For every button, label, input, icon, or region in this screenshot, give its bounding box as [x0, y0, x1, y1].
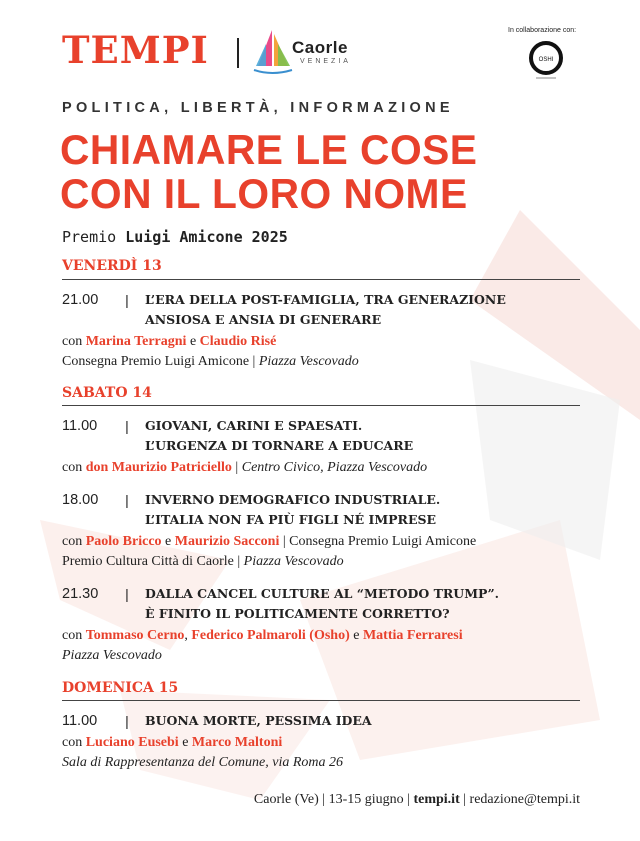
footer-email[interactable]: | redazione@tempi.it [463, 792, 580, 807]
event-note: | Consegna Premio Luigi Amicone [282, 534, 477, 549]
event-speakers: con Marina Terragni e Claudio Risé [62, 334, 277, 349]
event-title [145, 584, 499, 624]
event-title [145, 490, 440, 530]
event-place: Piazza Vescovado [258, 354, 359, 369]
event-separator: | [125, 492, 129, 508]
event-item [62, 416, 582, 478]
event-title-line: ANSIOSA E ANSIA DI GENERARE [145, 312, 382, 327]
event-place: Piazza Vescovado [62, 648, 162, 663]
oshi-logo-icon [524, 38, 568, 82]
divider [62, 405, 580, 406]
event-title [145, 290, 506, 330]
event-separator: | [125, 292, 129, 308]
day-heading-sunday: DOMENICA 15 [62, 680, 179, 696]
speaker-name: Claudio Risé [199, 334, 277, 349]
event-speakers: con Paolo Bricco e Maurizio Sacconi | Consegna Premio Luigi Amicone [62, 534, 477, 549]
event-separator: | [125, 418, 129, 434]
kicker: POLITICA, LIBERTÀ, INFORMAZIONE [62, 100, 454, 116]
event-time: 18.00 [62, 492, 99, 508]
event-time: 11.00 [62, 713, 98, 729]
award-subtitle [62, 228, 288, 246]
speaker-name: don Maurizio Patriciello [85, 460, 232, 475]
speaker-name: Maurizio Sacconi [174, 534, 280, 549]
caorle-logo [252, 26, 372, 78]
event-place: Piazza Vescovado [243, 554, 344, 569]
event-place: Centro Civico, Piazza Vescovado [241, 460, 428, 475]
event-item [62, 490, 582, 572]
day-heading-saturday: SABATO 14 [62, 385, 152, 401]
caorle-sails-icon [252, 26, 294, 78]
event-note: Consegna Premio Luigi Amicone | [62, 354, 256, 369]
title-line-2: CON IL LORO NOME [60, 170, 468, 217]
title-line-1: CHIAMARE LE COSE [60, 126, 478, 173]
event-title [145, 711, 372, 731]
footer-website-link[interactable]: tempi.it [413, 792, 460, 807]
footer-place-dates: Caorle (Ve) | 13-15 giugno | [253, 792, 410, 807]
event-title-line: BUONA MORTE, PESSIMA IDEA [145, 713, 372, 728]
event-time: 21.30 [62, 586, 99, 602]
speaker-name: Marina Terragni [85, 334, 187, 349]
event-speakers: con don Maurizio Patriciello | Centro Civico, Piazza Vescovado [62, 460, 428, 475]
speaker-name: Marco Maltoni [191, 735, 283, 750]
event-title-line: L’URGENZA DI TORNARE A EDUCARE [145, 438, 414, 453]
collaboration-label: In collaborazione con: [508, 27, 577, 34]
award-prefix: Premio [62, 228, 117, 246]
day-heading-friday: VENERDÌ 13 [62, 258, 162, 274]
event-title-line: GIOVANI, CARINI E SPAESATI. [145, 418, 363, 433]
event-title-line: DALLA CANCEL CULTURE AL “METODO TRUMP”. [145, 586, 499, 601]
event-item [62, 290, 582, 372]
divider [62, 279, 580, 280]
speaker-name: Paolo Bricco [85, 534, 162, 549]
event-item [62, 584, 582, 666]
caorle-wordmark: Caorle [292, 38, 348, 57]
event-place: Sala di Rappresentanza del Comune, via Roma 26 [62, 755, 344, 770]
oshi-logo-text: OSHI [538, 57, 554, 63]
caorle-subtitle: VENEZIA [300, 58, 351, 65]
tempi-logo: TEMPI [62, 28, 209, 72]
event-title-line: L’ERA DELLA POST-FAMIGLIA, TRA GENERAZIONE [145, 292, 506, 307]
page-title [60, 128, 477, 216]
divider [62, 700, 580, 701]
event-speakers: con Luciano Eusebi e Marco Maltoni [62, 735, 283, 750]
speaker-name: Mattia Ferraresi [362, 628, 463, 643]
award-name: Luigi Amicone 2025 [125, 228, 288, 246]
speaker-name: Luciano Eusebi [85, 735, 179, 750]
event-title-line: L’ITALIA NON FA PIÙ FIGLI NÉ IMPRESE [145, 512, 437, 527]
header-divider [237, 38, 239, 68]
event-location [62, 552, 582, 572]
event-note: Premio Cultura Città di Caorle | [62, 554, 241, 569]
event-title-line: È FINITO IL POLITICAMENTE CORRETTO? [145, 606, 450, 621]
event-speakers: con Tommaso Cerno, Federico Palmaroli (Osho) e Mattia Ferraresi [62, 628, 463, 643]
event-time: 11.00 [62, 418, 98, 434]
speaker-name: Federico Palmaroli (Osho) [191, 628, 350, 643]
event-time: 21.00 [62, 292, 99, 308]
event-title-line: INVERNO DEMOGRAFICO INDUSTRIALE. [145, 492, 441, 507]
event-location [62, 352, 582, 372]
event-separator: | [125, 586, 129, 602]
event-title [145, 416, 413, 456]
event-separator: | [125, 713, 129, 729]
event-item [62, 711, 582, 773]
speaker-name: Tommaso Cerno [85, 628, 185, 643]
footer [254, 792, 580, 808]
